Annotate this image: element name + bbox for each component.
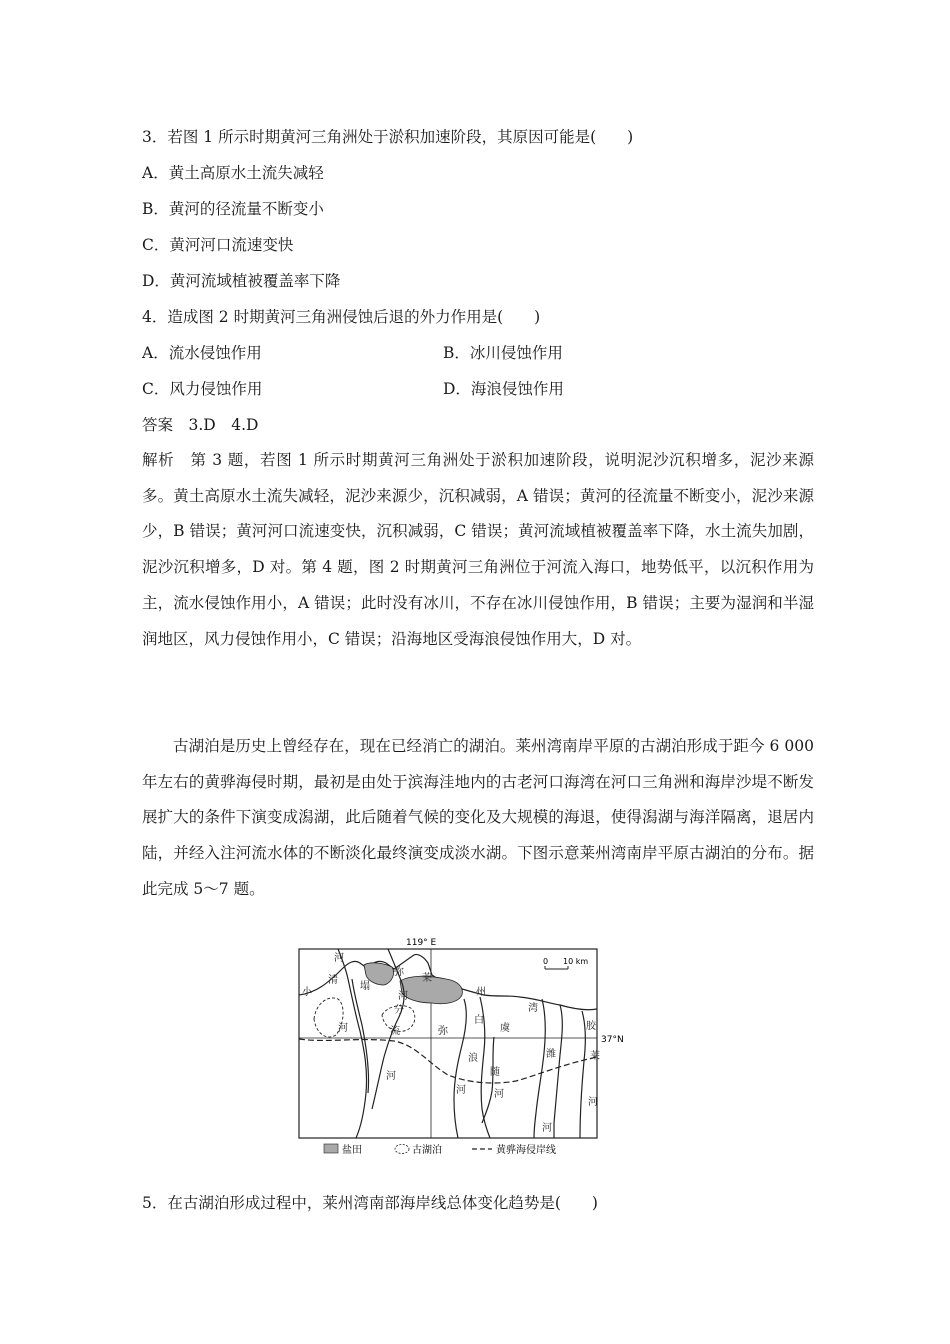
label-mi: 弥 — [394, 967, 404, 978]
label-jiao: 胶 — [586, 1021, 596, 1032]
label-wan: 湾 — [528, 1003, 538, 1014]
q4-option-a: A．流水侵蚀作用 — [142, 344, 262, 362]
label-mi: 弥 — [438, 1026, 448, 1037]
label-he: 河 — [338, 1023, 348, 1034]
longitude-label: 119° E — [406, 938, 437, 948]
q3-option-b: B．黄河的径流量不断变小 — [142, 200, 324, 218]
q4-stem: 4．造成图 2 时期黄河三角洲侵蚀后退的外力作用是( ) — [142, 308, 541, 326]
label-qing: 清 — [328, 975, 338, 986]
label-fen: 分 — [394, 1005, 404, 1016]
legend-ancient-lake-swatch — [395, 1145, 409, 1154]
q3-option-c: C．黄河河口流速变快 — [142, 236, 294, 254]
label-he: 河 — [588, 1097, 598, 1108]
scale-bar — [543, 957, 588, 969]
laizhou-bay-ancient-lakes-map — [298, 933, 624, 1163]
label-he: 河 — [334, 953, 344, 964]
label-lai: 莱 — [422, 973, 432, 984]
label-ta: 塌 — [360, 981, 370, 992]
label-he: 河 — [456, 1085, 466, 1096]
label-he: 河 — [542, 1123, 552, 1134]
label-he: 河 — [398, 991, 408, 1002]
q4-option-b: B．冰川侵蚀作用 — [443, 344, 563, 362]
huanghua-transgression-coastline — [299, 1039, 597, 1083]
map-frame — [299, 949, 597, 1138]
map-legend — [324, 1143, 556, 1156]
label-zhou: 州 — [476, 987, 486, 998]
label-bai: 白 — [474, 1015, 484, 1026]
q5-stem: 5．在古湖泊形成过程中，莱州湾南部海岸线总体变化趋势是( ) — [142, 1194, 598, 1212]
latitude-label: 37°N — [601, 1035, 624, 1045]
legend-salt-field-swatch — [324, 1144, 338, 1153]
label-he: 河 — [494, 1089, 504, 1100]
label-lang: 浪 — [468, 1053, 478, 1064]
legend-ancient-lake-label: 古湖泊 — [412, 1145, 442, 1156]
passage-paragraph: 古湖泊是历史上曾经存在，现在已经消亡的湖泊。莱州湾南岸平原的古湖泊形成于距今 6 000 年左右的黄骅海侵时期，最初是由处于滨海洼地内的古老河口海湾在河口三角洲和海岸沙堤不断发展扩大的条件下演变成潟湖，此后随着气候的变化及大规模的海退，使得潟湖与海洋隔离，退居内陆，并经入注河流水体的不断淡化最终演变成淡水湖。下图示意莱州湾南岸平原古湖泊的分布。据此完成 5～7 题。 — [142, 737, 814, 898]
svg-text:0: 0 — [543, 957, 549, 966]
q3-stem: 3．若图 1 所示时期黄河三角洲处于淤积加速阶段，其原因可能是( ) — [142, 128, 634, 146]
q4-option-d: D．海浪侵蚀作用 — [443, 380, 564, 398]
label-sui: 随 — [490, 1067, 500, 1078]
q4-option-c: C．风力侵蚀作用 — [142, 380, 263, 398]
q3-option-a: A．黄土高原水土流失减轻 — [142, 164, 324, 182]
legend-salt-field-label: 盐田 — [342, 1145, 362, 1156]
label-wei: 潍 — [546, 1049, 556, 1060]
svg-text:10 km: 10 km — [563, 957, 589, 966]
label-liu: 流 — [390, 1026, 400, 1037]
answer-line: 答案 3.D 4.D — [142, 416, 259, 434]
legend-coastline-label: 黄骅海侵岸线 — [496, 1145, 556, 1156]
label-lai: 莱 — [590, 1051, 600, 1062]
analysis-paragraph: 解析 第 3 题，若图 1 所示时期黄河三角洲处于淤积加速阶段，说明泥沙沉积增多，泥沙来源多。黄土高原水土流失减轻，泥沙来源少，沉积减弱，A 错误；黄河的径流量不断变小，泥沙来源少，B 错误；黄河河口流速变快，沉积减弱，C 错误；黄河流域植被覆盖率下降，水土流失加剧，泥沙沉积增多，D 对。第 4 题，图 2 时期黄河三角洲位于河流入海口，地势低平，以沉积作用为主，流水侵蚀作用小，A 错误；此时没有冰川，不存在冰川侵蚀作用，B 错误；主要为湿润和半湿润地区，风力侵蚀作用小，C 错误；沿海地区受海浪侵蚀作用大，D 对。 — [142, 451, 814, 648]
label-he: 河 — [386, 1071, 396, 1082]
q3-option-d: D．黄河流域植被覆盖率下降 — [142, 272, 341, 290]
label-yu: 虞 — [500, 1023, 510, 1034]
label-xiao: 小 — [302, 987, 312, 998]
